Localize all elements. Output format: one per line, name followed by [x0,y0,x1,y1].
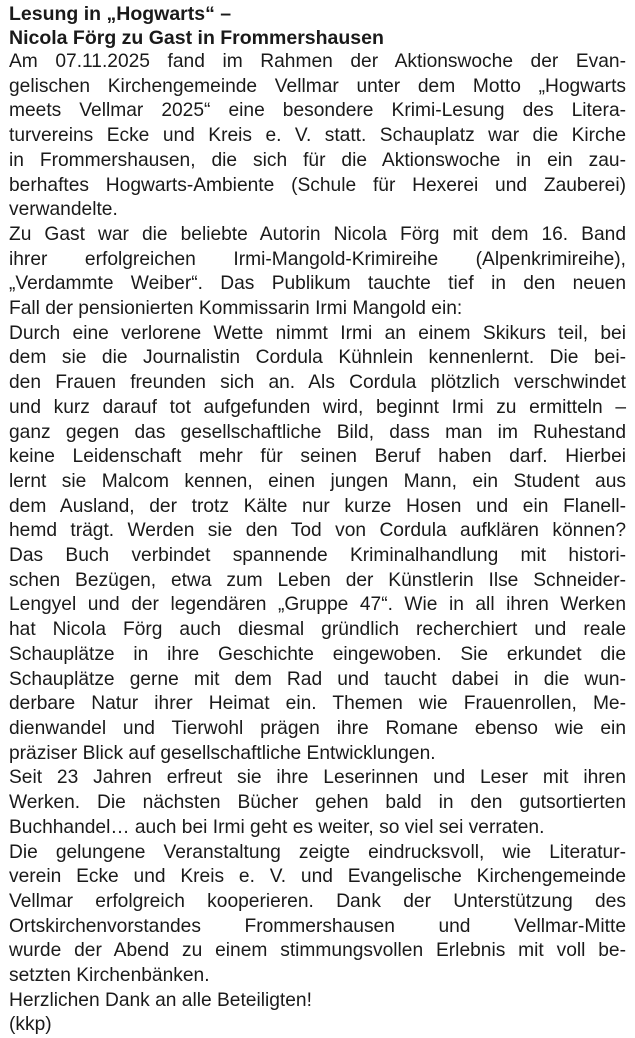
article-line: (kkp) [9,1014,52,1036]
article-line: Das Buch verbindet spannende Kriminalhandlung mit histori- [9,545,626,567]
article-line: und kurz darauf tot aufgefunden wird, beginnt Irmi zu ermitteln – [9,396,626,418]
article-line: in Frommershausen, die sich für die Aktionswoche in ein zau- [9,149,626,171]
article-line: Buchhandel… auch bei Irmi geht es weiter, so viel sei verraten. [9,816,545,838]
article-line: Seit 23 Jahren erfreut sie ihre Leserinnen und Leser mit ihren [9,767,626,789]
article-line: Am 07.11.2025 fand im Rahmen der Aktionswoche der Evan- [9,51,626,72]
article-line: Fall der pensionierten Kommissarin Irmi Mangold ein: [9,298,463,320]
article-line: gelischen Kirchengemeinde Vellmar unter dem Motto „Hogwarts [9,75,626,97]
article-line: schen Bezügen, etwa zum Leben der Künstlerin Ilse Schneider- [9,569,626,591]
article-line: Schauplätze in ihre Geschichte eingewoben. Sie erkundet die [9,643,626,665]
article-line: Zu Gast war die beliebte Autorin Nicola Förg mit dem 16. Band [9,223,626,245]
article-line: den Frauen freunden sich an. Als Cordula plötzlich verschwindet [9,372,626,394]
article-line: dienwandel und Tierwohl prägen ihre Romane ebenso wie ein [9,717,626,739]
article-line: meets Vellmar 2025“ eine besondere Krimi-Lesung des Litera- [9,100,626,122]
article-line: wurde der Abend zu einem stimmungsvollen Erlebnis mit voll be- [9,940,626,962]
article-line: hemd trägt. Werden sie den Tod von Cordula aufklären können? [9,520,626,542]
article-line: Schauplätze gerne mit dem Rad und taucht dabei in die wun- [9,668,626,690]
article-line: dem sie die Journalistin Cordula Kühnlein kennenlernt. Die bei- [9,347,626,369]
article-line: präziser Blick auf gesellschaftliche Entwicklungen. [9,742,436,764]
article-line: Ortskirchenvorstandes Frommershausen und Vellmar-Mitte [9,915,626,937]
article-line: hat Nicola Förg auch diesmal gründlich recherchiert und reale [9,619,626,641]
article-line: ihrer erfolgreichen Irmi-Mangold-Krimireihe (Alpenkrimireihe), [9,248,626,270]
article-line: Durch eine verlorene Wette nimmt Irmi an einem Skikurs teil, bei [9,322,626,344]
article-line: Die gelungene Veranstaltung zeigte eindrucksvoll, wie Literatur- [9,841,626,863]
article-line: dem Ausland, der trotz Kälte nur kurze Hosen und ein Flanell- [9,495,626,517]
article-body [9,50,626,1038]
article-line: derbare Natur ihrer Heimat ein. Themen wie Frauenrollen, Me- [9,693,626,715]
article-line: Lengyel und der legendären „Gruppe 47“. Wie in all ihren Werken [9,594,626,616]
article-line: Vellmar erfolgreich kooperieren. Dank der Unterstützung des [9,890,626,912]
article-line: setzten Kirchenbänken. [9,965,210,987]
article-line: verwandelte. [9,199,118,221]
headline-line-2: Nicola Förg zu Gast in Frommershausen [9,27,384,49]
article-line: Werken. Die nächsten Bücher gehen bald in den gutsortierten [9,792,626,814]
article-line: verein Ecke und Kreis e. V. und Evangelische Kirchengemeinde [9,866,626,888]
headline-line-1: Lesung in „Hogwarts“ – [9,3,232,25]
article-line: „Verdammte Weiber“. Das Publikum tauchte tief in den neuen [9,273,626,295]
article-line: lernt sie Malcom kennen, einen jungen Mann, ein Student aus [9,470,626,492]
article-line: Herzlichen Dank an alle Beteiligten! [9,989,312,1011]
article-line: turvereins Ecke und Kreis e. V. statt. Schauplatz war die Kirche [9,125,626,147]
article-line: ganz gegen das gesellschaftliche Bild, dass man im Ruhestand [9,421,626,443]
article-line: keine Leidenschaft mehr für seinen Beruf haben darf. Hierbei [9,446,626,468]
article-line: berhaftes Hogwarts-Ambiente (Schule für Hexerei und Zauberei) [9,174,626,196]
